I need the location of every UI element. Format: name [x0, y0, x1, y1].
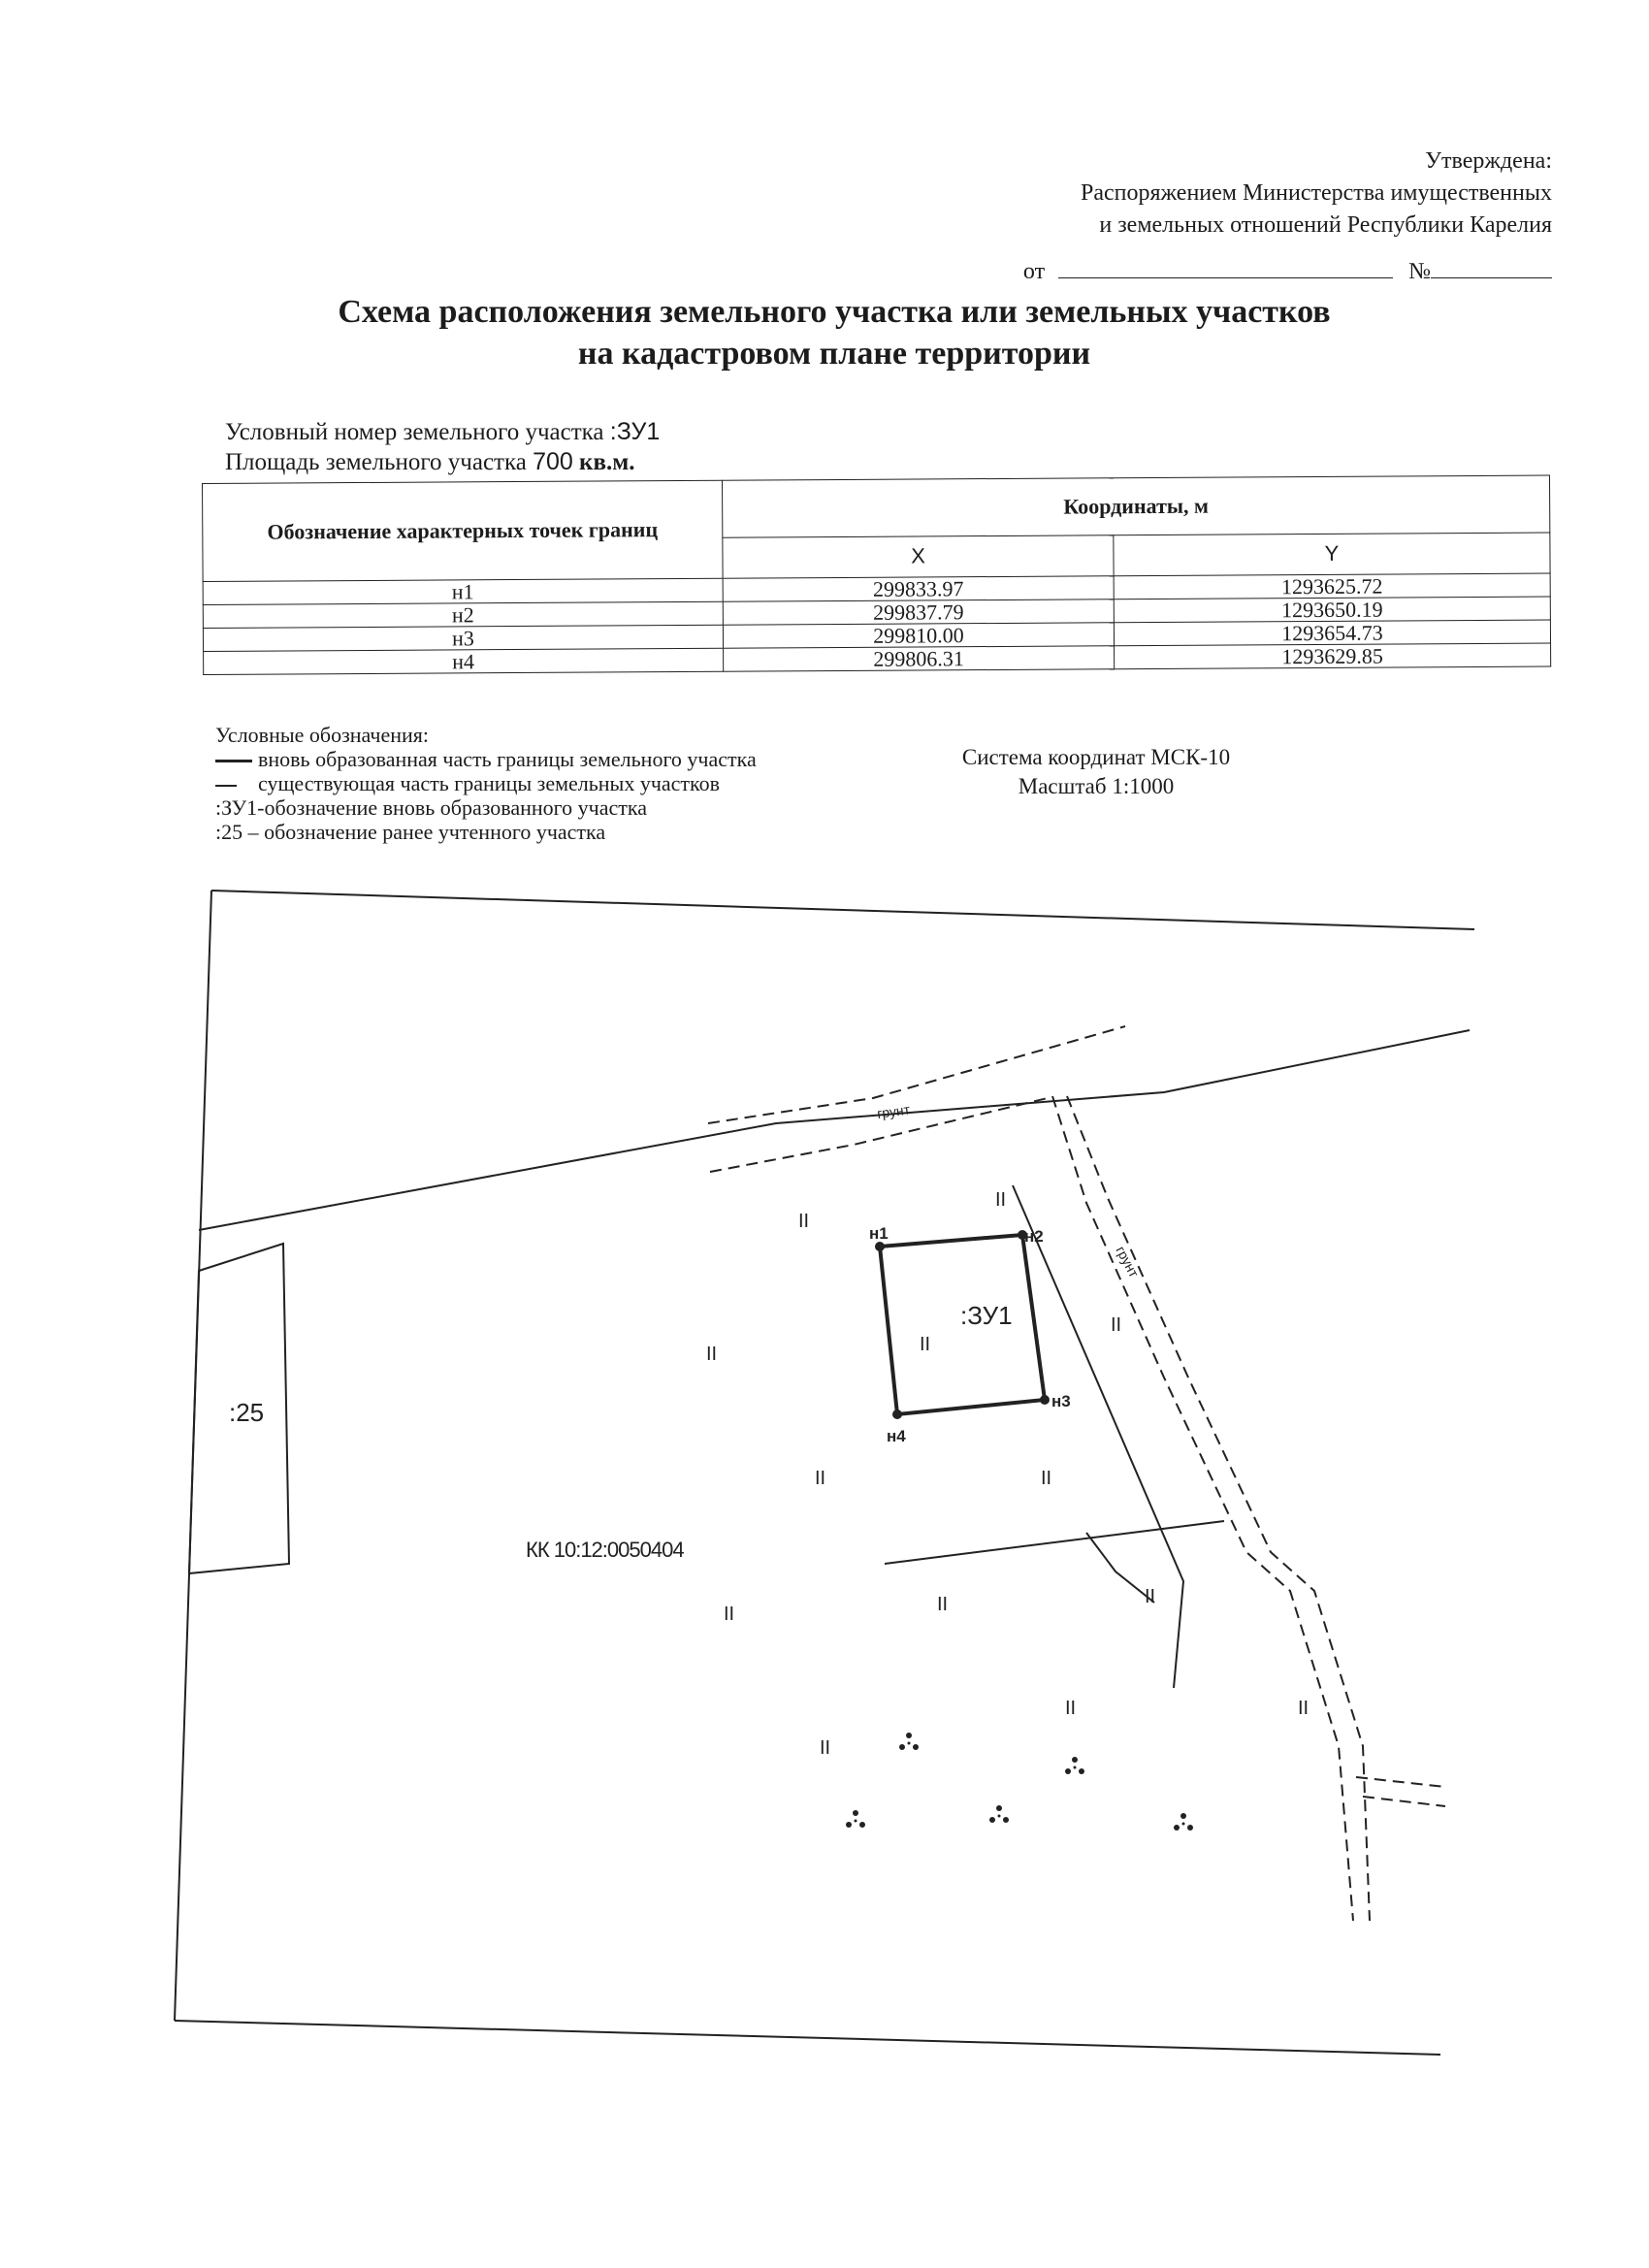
- approval-authority-line1: Распоряжением Министерства имущественных: [1080, 180, 1552, 206]
- point-cell: н1: [203, 578, 723, 604]
- label-parcel-zu1: :ЗУ1: [960, 1301, 1013, 1330]
- grass-symbol: II: [920, 1334, 931, 1355]
- grass-symbol: II: [1298, 1698, 1310, 1719]
- grass-symbol: II: [724, 1604, 735, 1625]
- parcel-area-value: 700: [533, 448, 573, 475]
- dirt-road-edge-upper: [708, 1026, 1125, 1123]
- point-cell: н4: [204, 648, 724, 674]
- label-n2: н2: [1024, 1227, 1044, 1246]
- label-parcel-25: :25: [229, 1398, 265, 1427]
- existing-boundary-line: [1013, 1185, 1183, 1688]
- grass-symbol: II: [1111, 1314, 1122, 1336]
- shrub-symbol: [1065, 1757, 1084, 1774]
- approval-authority-line2: и земельных отношений Республики Карелия: [1099, 212, 1552, 238]
- road-centerline: [199, 1030, 1470, 1230]
- header-y: Y: [1114, 533, 1550, 576]
- label-road-dirt-2: грунт: [1113, 1243, 1143, 1280]
- label-cadastral-quarter: КК 10:12:0050404: [526, 1538, 684, 1562]
- x-cell: 299837.79: [723, 599, 1114, 625]
- dirt-road-right-edge: [1067, 1096, 1370, 1921]
- grass-symbol: II: [995, 1189, 1007, 1211]
- shrub-symbol: [899, 1733, 919, 1750]
- point-cell: н3: [203, 625, 723, 651]
- x-cell: 299810.00: [723, 623, 1114, 648]
- grass-symbol: II: [1065, 1698, 1077, 1719]
- grass-symbol: II: [798, 1211, 810, 1232]
- label-road-dirt-1: грунт: [876, 1101, 911, 1121]
- grass-symbol: II: [706, 1344, 718, 1365]
- shrub-symbols: [846, 1733, 1193, 1831]
- grass-symbol: II: [1145, 1586, 1156, 1607]
- grass-symbol: II: [815, 1468, 826, 1489]
- dirt-road-branch-2: [1363, 1797, 1445, 1806]
- title-line1: Схема расположения земельного участка или земельных участков: [338, 294, 1331, 330]
- header-points: Обозначение характерных точек границ: [203, 480, 724, 581]
- parcel-area-label: Площадь земельного участка: [225, 449, 534, 475]
- label-n3: н3: [1051, 1392, 1071, 1410]
- legend-item-new-boundary-text: вновь образованная часть границы земельного участка: [258, 747, 757, 771]
- map-frame-bottom: [175, 2021, 1440, 2055]
- y-cell: 1293650.19: [1114, 597, 1550, 623]
- y-cell: 1293654.73: [1114, 620, 1550, 646]
- shrub-symbol: [846, 1810, 865, 1828]
- parcel-number-value: :ЗУ1: [609, 418, 661, 445]
- vertex-n1: [875, 1242, 885, 1251]
- header-x: X: [723, 535, 1114, 578]
- dirt-road-branch-1: [1356, 1777, 1445, 1787]
- legend-item-existing-parcel: :25 – обозначение ранее учтенного участка: [215, 820, 606, 844]
- grass-symbol: II: [1041, 1468, 1052, 1489]
- vertex-n4: [892, 1409, 902, 1419]
- number-label: №: [1408, 259, 1431, 284]
- legend-item-existing-boundary-text: существующая часть границы земельных участков: [258, 771, 721, 795]
- parcel-number-label: Условный номер земельного участка: [225, 419, 610, 445]
- label-n4: н4: [887, 1427, 906, 1445]
- vertex-n3: [1040, 1395, 1050, 1405]
- parcel-area-unit: кв.м.: [572, 449, 635, 475]
- shrub-symbol: [989, 1805, 1009, 1823]
- legend-title: Условные обозначения:: [215, 723, 430, 747]
- x-cell: 299833.97: [723, 576, 1114, 601]
- map-scale: Масштаб 1:1000: [1018, 774, 1175, 798]
- x-cell: 299806.31: [724, 646, 1115, 671]
- y-cell: 1293629.85: [1115, 643, 1551, 669]
- dirt-road-left-edge: [1052, 1096, 1353, 1921]
- y-cell: 1293625.72: [1114, 573, 1550, 599]
- date-label: от: [1022, 259, 1046, 284]
- approval-title: Утверждена:: [1425, 148, 1552, 174]
- map-frame-top: [211, 891, 1474, 929]
- grass-symbol: II: [820, 1737, 831, 1759]
- header-coords: Координаты, м: [722, 475, 1549, 537]
- title-line2: на кадастровом плане территории: [577, 336, 1091, 372]
- legend-item-new-parcel: :ЗУ1-обозначение вновь образованного участка: [215, 795, 647, 820]
- coordinate-system-name: Система координат МСК-10: [961, 745, 1231, 769]
- point-cell: н2: [203, 601, 723, 628]
- grass-symbol: II: [937, 1594, 949, 1615]
- label-n1: н1: [869, 1224, 889, 1243]
- shrub-symbol: [1174, 1813, 1193, 1831]
